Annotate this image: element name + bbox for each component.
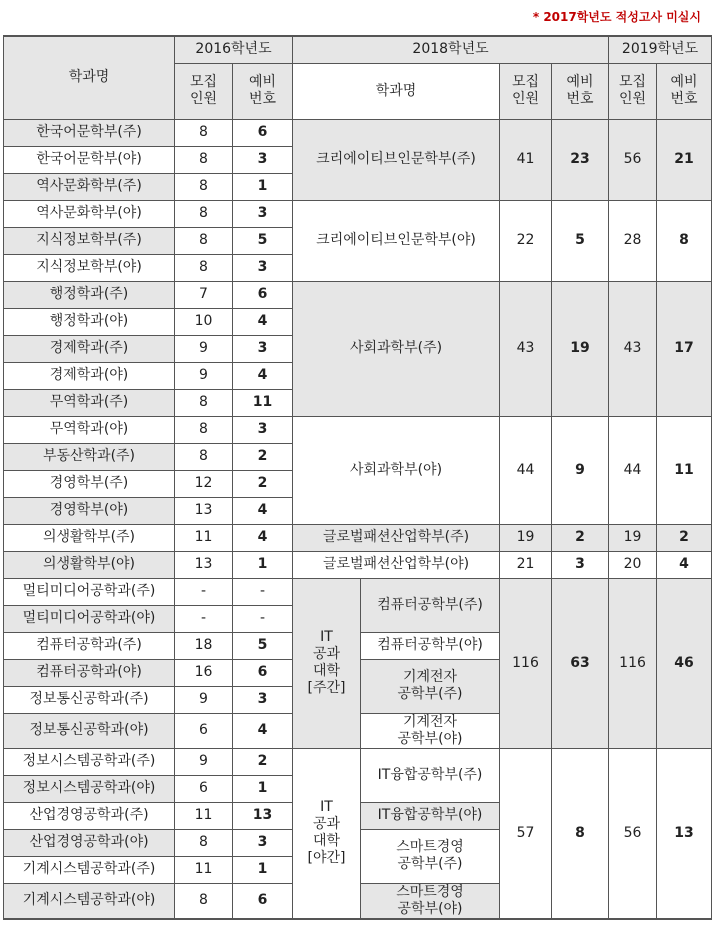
quota-cell: 8 — [175, 200, 233, 227]
quota-2019-cell: 56 — [609, 748, 657, 919]
reserve-cell: 2 — [233, 443, 293, 470]
dept-cell: 정보시스템공학과(주) — [4, 748, 175, 775]
reserve-cell: 2 — [233, 748, 293, 775]
dept-cell: 경영학부(야) — [4, 497, 175, 524]
admissions-table — [3, 35, 712, 920]
header-2018: 2018학년도 — [293, 36, 609, 63]
quota-cell: 18 — [175, 632, 233, 659]
quota-2019-cell: 19 — [609, 524, 657, 551]
reserve-cell: 3 — [233, 829, 293, 856]
reserve-cell: 5 — [233, 632, 293, 659]
reserve-2018-cell: 9 — [552, 416, 609, 524]
quota-2018-cell: 41 — [500, 119, 552, 200]
header-dept-2018: 학과명 — [293, 63, 500, 119]
header-dept: 학과명 — [4, 36, 175, 119]
quota-cell: 12 — [175, 470, 233, 497]
reserve-cell: 4 — [233, 308, 293, 335]
reserve-cell: 6 — [233, 659, 293, 686]
quota-cell: 9 — [175, 335, 233, 362]
quota-cell: - — [175, 605, 233, 632]
header-quota-2016: 모집 인원 — [175, 63, 233, 119]
reserve-2018-cell: 19 — [552, 281, 609, 416]
dept-2018-cell: 크리에이티브인문학부(주) — [293, 119, 500, 200]
sub-dept-cell: IT융합공학부(야) — [361, 802, 500, 829]
quota-cell: 11 — [175, 524, 233, 551]
reserve-cell: - — [233, 605, 293, 632]
dept-cell: 행정학과(야) — [4, 308, 175, 335]
dept-cell: 역사문화학부(주) — [4, 173, 175, 200]
quota-2018-cell: 21 — [500, 551, 552, 578]
table-row — [4, 578, 712, 605]
quota-cell: 8 — [175, 173, 233, 200]
reserve-cell: 6 — [233, 119, 293, 146]
reserve-2018-cell: 2 — [552, 524, 609, 551]
reserve-2019-cell: 17 — [657, 281, 712, 416]
sub-dept-cell: IT융합공학부(주) — [361, 748, 500, 802]
header-reserve-2016: 예비 번호 — [233, 63, 293, 119]
quota-cell: 9 — [175, 362, 233, 389]
reserve-2018-cell: 8 — [552, 748, 609, 919]
dept-cell: 한국어문학부(주) — [4, 119, 175, 146]
reserve-2019-cell: 8 — [657, 200, 712, 281]
dept-cell: 컴퓨터공학과(야) — [4, 659, 175, 686]
dept-cell: 지식정보학부(야) — [4, 254, 175, 281]
reserve-cell: 1 — [233, 775, 293, 802]
quota-2019-cell: 56 — [609, 119, 657, 200]
quota-2019-cell: 116 — [609, 578, 657, 748]
quota-cell: 11 — [175, 802, 233, 829]
quota-cell: 9 — [175, 748, 233, 775]
dept-cell: 무역학과(야) — [4, 416, 175, 443]
dept-cell: 한국어문학부(야) — [4, 146, 175, 173]
dept-cell: 지식정보학부(주) — [4, 227, 175, 254]
quota-cell: 7 — [175, 281, 233, 308]
quota-cell: 8 — [175, 389, 233, 416]
dept-cell: 기계시스템공학과(야) — [4, 883, 175, 919]
reserve-cell: 3 — [233, 335, 293, 362]
quota-cell: 8 — [175, 227, 233, 254]
dept-cell: 경영학부(주) — [4, 470, 175, 497]
reserve-cell: 4 — [233, 362, 293, 389]
table-row — [4, 281, 712, 308]
dept-cell: 산업경영공학과(주) — [4, 802, 175, 829]
sub-dept-cell: 스마트경영 공학부(주) — [361, 829, 500, 883]
college-cell: IT 공과 대학 [야간] — [293, 748, 361, 919]
reserve-cell: 13 — [233, 802, 293, 829]
quota-cell: 8 — [175, 254, 233, 281]
reserve-cell: 3 — [233, 200, 293, 227]
dept-cell: 행정학과(주) — [4, 281, 175, 308]
table-row — [4, 748, 712, 775]
quota-cell: 8 — [175, 146, 233, 173]
header-2019: 2019학년도 — [609, 36, 712, 63]
reserve-2019-cell: 2 — [657, 524, 712, 551]
reserve-cell: 3 — [233, 686, 293, 713]
quota-cell: 13 — [175, 551, 233, 578]
sub-dept-cell: 기계전자 공학부(야) — [361, 713, 500, 748]
header-2016: 2016학년도 — [175, 36, 293, 63]
header-quota-2019: 모집 인원 — [609, 63, 657, 119]
quota-2018-cell: 22 — [500, 200, 552, 281]
sub-dept-cell: 스마트경영 공학부(야) — [361, 883, 500, 919]
reserve-2019-cell: 21 — [657, 119, 712, 200]
college-cell: IT 공과 대학 [주간] — [293, 578, 361, 748]
dept-cell: 컴퓨터공학과(주) — [4, 632, 175, 659]
quota-2018-cell: 116 — [500, 578, 552, 748]
reserve-2019-cell: 4 — [657, 551, 712, 578]
reserve-2018-cell: 63 — [552, 578, 609, 748]
quota-cell: - — [175, 578, 233, 605]
quota-cell: 6 — [175, 713, 233, 748]
dept-cell: 부동산학과(주) — [4, 443, 175, 470]
sub-dept-cell: 컴퓨터공학부(주) — [361, 578, 500, 632]
dept-cell: 산업경영공학과(야) — [4, 829, 175, 856]
dept-cell: 의생활학부(주) — [4, 524, 175, 551]
sub-dept-cell: 기계전자 공학부(주) — [361, 659, 500, 713]
header-reserve-2018: 예비 번호 — [552, 63, 609, 119]
quota-cell: 10 — [175, 308, 233, 335]
dept-cell: 무역학과(주) — [4, 389, 175, 416]
reserve-cell: 6 — [233, 281, 293, 308]
reserve-cell: 1 — [233, 856, 293, 883]
quota-cell: 8 — [175, 883, 233, 919]
table-row — [4, 119, 712, 146]
reserve-2018-cell: 5 — [552, 200, 609, 281]
dept-cell: 역사문화학부(야) — [4, 200, 175, 227]
reserve-2019-cell: 46 — [657, 578, 712, 748]
reserve-cell: 1 — [233, 173, 293, 200]
quota-cell: 16 — [175, 659, 233, 686]
dept-cell: 경제학과(야) — [4, 362, 175, 389]
reserve-cell: 6 — [233, 883, 293, 919]
dept-2018-cell: 글로벌패션산업학부(야) — [293, 551, 500, 578]
quota-cell: 8 — [175, 443, 233, 470]
sub-dept-cell: 컴퓨터공학부(야) — [361, 632, 500, 659]
reserve-cell: 3 — [233, 146, 293, 173]
reserve-cell: 11 — [233, 389, 293, 416]
header-quota-2018: 모집 인원 — [500, 63, 552, 119]
reserve-cell: 3 — [233, 416, 293, 443]
note-text: * 2017학년도 적성고사 미실시 — [532, 10, 701, 24]
table-row — [4, 551, 712, 578]
reserve-2018-cell: 23 — [552, 119, 609, 200]
quota-2019-cell: 28 — [609, 200, 657, 281]
reserve-cell: 4 — [233, 524, 293, 551]
table-row — [4, 416, 712, 443]
dept-2018-cell: 글로벌패션산업학부(주) — [293, 524, 500, 551]
quota-cell: 8 — [175, 119, 233, 146]
quota-2018-cell: 43 — [500, 281, 552, 416]
quota-2018-cell: 57 — [500, 748, 552, 919]
quota-cell: 9 — [175, 686, 233, 713]
reserve-cell: 4 — [233, 713, 293, 748]
dept-2018-cell: 크리에이티브인문학부(야) — [293, 200, 500, 281]
dept-2018-cell: 사회과학부(주) — [293, 281, 500, 416]
quota-2018-cell: 44 — [500, 416, 552, 524]
quota-cell: 8 — [175, 829, 233, 856]
header-reserve-2019: 예비 번호 — [657, 63, 712, 119]
quota-cell: 6 — [175, 775, 233, 802]
dept-cell: 멀티미디어공학과(주) — [4, 578, 175, 605]
reserve-cell: 4 — [233, 497, 293, 524]
quota-cell: 13 — [175, 497, 233, 524]
quota-2019-cell: 44 — [609, 416, 657, 524]
quota-cell: 11 — [175, 856, 233, 883]
quota-2019-cell: 20 — [609, 551, 657, 578]
reserve-cell: - — [233, 578, 293, 605]
dept-cell: 기계시스템공학과(주) — [4, 856, 175, 883]
reserve-2019-cell: 13 — [657, 748, 712, 919]
dept-cell: 경제학과(주) — [4, 335, 175, 362]
quota-2019-cell: 43 — [609, 281, 657, 416]
reserve-cell: 3 — [233, 254, 293, 281]
reserve-2018-cell: 3 — [552, 551, 609, 578]
dept-cell: 멀티미디어공학과(야) — [4, 605, 175, 632]
table-row — [4, 200, 712, 227]
reserve-cell: 2 — [233, 470, 293, 497]
reserve-cell: 1 — [233, 551, 293, 578]
dept-cell: 의생활학부(야) — [4, 551, 175, 578]
quota-2018-cell: 19 — [500, 524, 552, 551]
dept-cell: 정보시스템공학과(야) — [4, 775, 175, 802]
dept-cell: 정보통신공학과(주) — [4, 686, 175, 713]
table-row — [4, 524, 712, 551]
dept-2018-cell: 사회과학부(야) — [293, 416, 500, 524]
reserve-2019-cell: 11 — [657, 416, 712, 524]
reserve-cell: 5 — [233, 227, 293, 254]
quota-cell: 8 — [175, 416, 233, 443]
dept-cell: 정보통신공학과(야) — [4, 713, 175, 748]
